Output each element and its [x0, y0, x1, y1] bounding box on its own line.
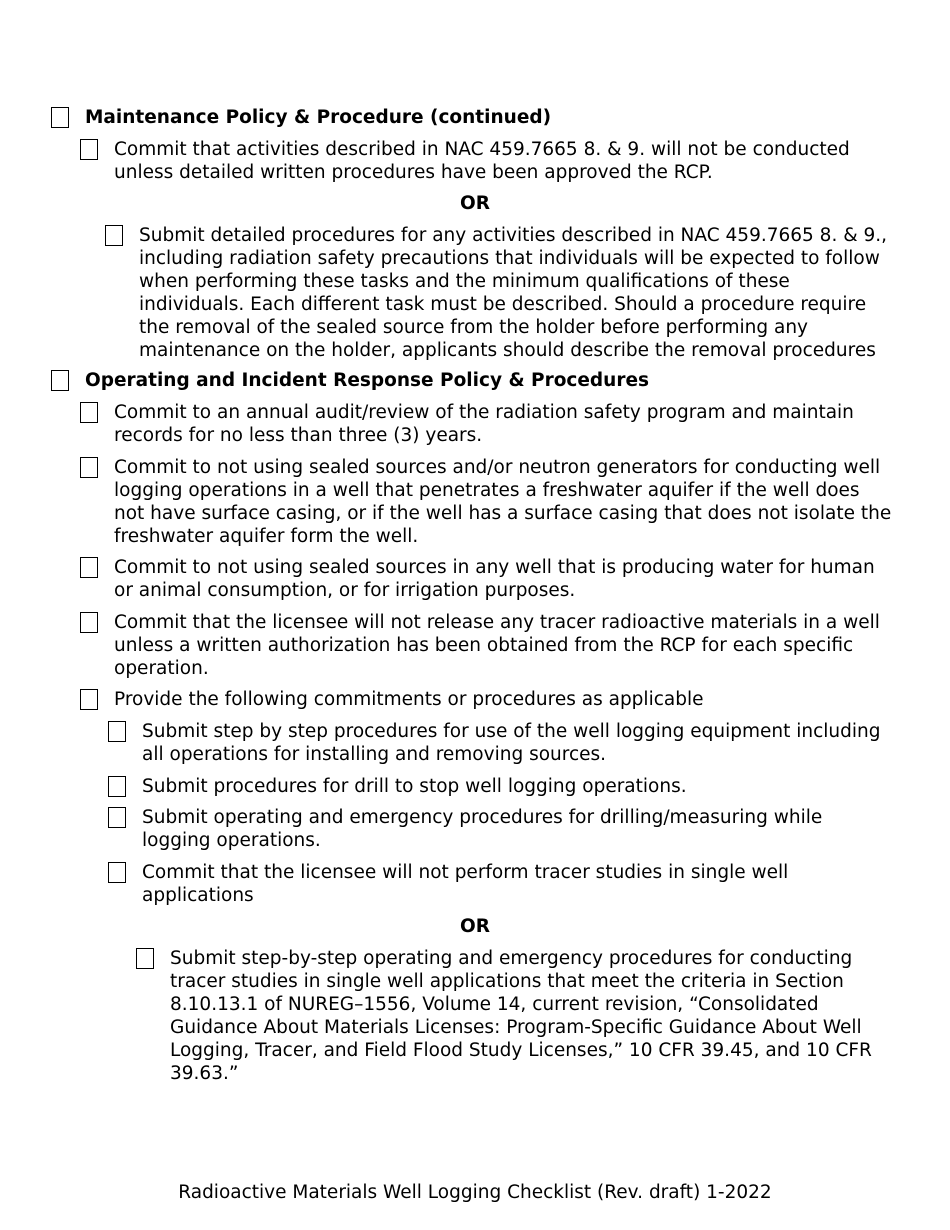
checkbox[interactable] [80, 402, 98, 423]
list-item [105, 224, 890, 362]
list-item [80, 556, 892, 602]
list-item [80, 688, 892, 711]
sub-list-item [108, 775, 893, 798]
item-text: Provide the following commitments or procedures as applicable [114, 689, 704, 710]
checkbox[interactable] [108, 807, 126, 828]
checkbox[interactable] [80, 689, 98, 710]
checkbox[interactable] [108, 721, 126, 742]
checkbox[interactable] [80, 139, 98, 160]
item-text: Submit detailed procedures for any activities described in NAC 459.7665 8. & 9., including radiation safety precautions that individuals will be expected to follow when performing these tasks and the minimum qualifications of these individuals. Each different task must be described. Should a procedure require the removal of the sealed source from the holder before performing any maintenance on the holder, applicants should describe the removal procedures [139, 225, 888, 361]
or-separator: OR [460, 193, 490, 214]
checkbox-operating[interactable] [51, 370, 69, 391]
sub-list-item [136, 947, 896, 1085]
sub-list-item [108, 720, 893, 766]
or-separator: OR [460, 916, 490, 937]
list-item [80, 611, 892, 680]
list-item [80, 138, 880, 184]
sub-list-item [108, 806, 893, 852]
item-text: Commit that the licensee will not release any tracer radioactive materials in a well unless a written authorization has been obtained from the RCP for each specific operation. [114, 612, 880, 679]
section-operating [51, 369, 911, 392]
checkbox[interactable] [105, 225, 123, 246]
item-text: Commit that the licensee will not perform tracer studies in single well applications [142, 862, 789, 906]
item-text: Submit operating and emergency procedures for drilling/measuring while logging operations. [142, 807, 823, 851]
checkbox[interactable] [108, 862, 126, 883]
item-text: Submit step by step procedures for use of the well logging equipment including all operations for installing and removing sources. [142, 721, 881, 765]
section-maintenance [51, 106, 911, 129]
checkbox[interactable] [80, 612, 98, 633]
item-text: Commit that activities described in NAC 459.7665 8. & 9. will not be conducted unless detailed written procedures have been approved the RCP. [114, 139, 850, 183]
checkbox[interactable] [108, 776, 126, 797]
list-item [80, 456, 892, 548]
list-item [80, 401, 892, 447]
checkbox-maintenance[interactable] [51, 107, 69, 128]
sub-list-item [108, 861, 893, 907]
section-heading: Maintenance Policy & Procedure (continued) [85, 107, 552, 128]
section-heading: Operating and Incident Response Policy & Procedures [85, 370, 650, 391]
item-text: Commit to an annual audit/review of the radiation safety program and maintain records for no less than three (3) years. [114, 402, 854, 446]
page-footer: Radioactive Materials Well Logging Checklist (Rev. draft) 1-2022 [178, 1182, 772, 1203]
checkbox[interactable] [136, 948, 154, 969]
item-text: Submit procedures for drill to stop well logging operations. [142, 776, 687, 797]
checkbox[interactable] [80, 557, 98, 578]
checkbox[interactable] [80, 457, 98, 478]
item-text: Submit step-by-step operating and emergency procedures for conducting tracer studies in single well applications that meet the criteria in Section 8.10.13.1 of NUREG–1556, Volume 14, current revision, “Consolidated Guidance About Materials Licenses: Program-Specific Guidance About Well Logging, Tracer, and Field Flood Study Licenses,” 10 CFR 39.45, and 10 CFR 39.63.” [170, 948, 872, 1084]
item-text: Commit to not using sealed sources in any well that is producing water for human or animal consumption, or for irrigation purposes. [114, 557, 875, 601]
item-text: Commit to not using sealed sources and/or neutron generators for conducting well logging operations in a well that penetrates a freshwater aquifer if the well does not have surface casing, or if the well has a surface casing that does not isolate the freshwater aquifer form the well. [114, 457, 892, 547]
